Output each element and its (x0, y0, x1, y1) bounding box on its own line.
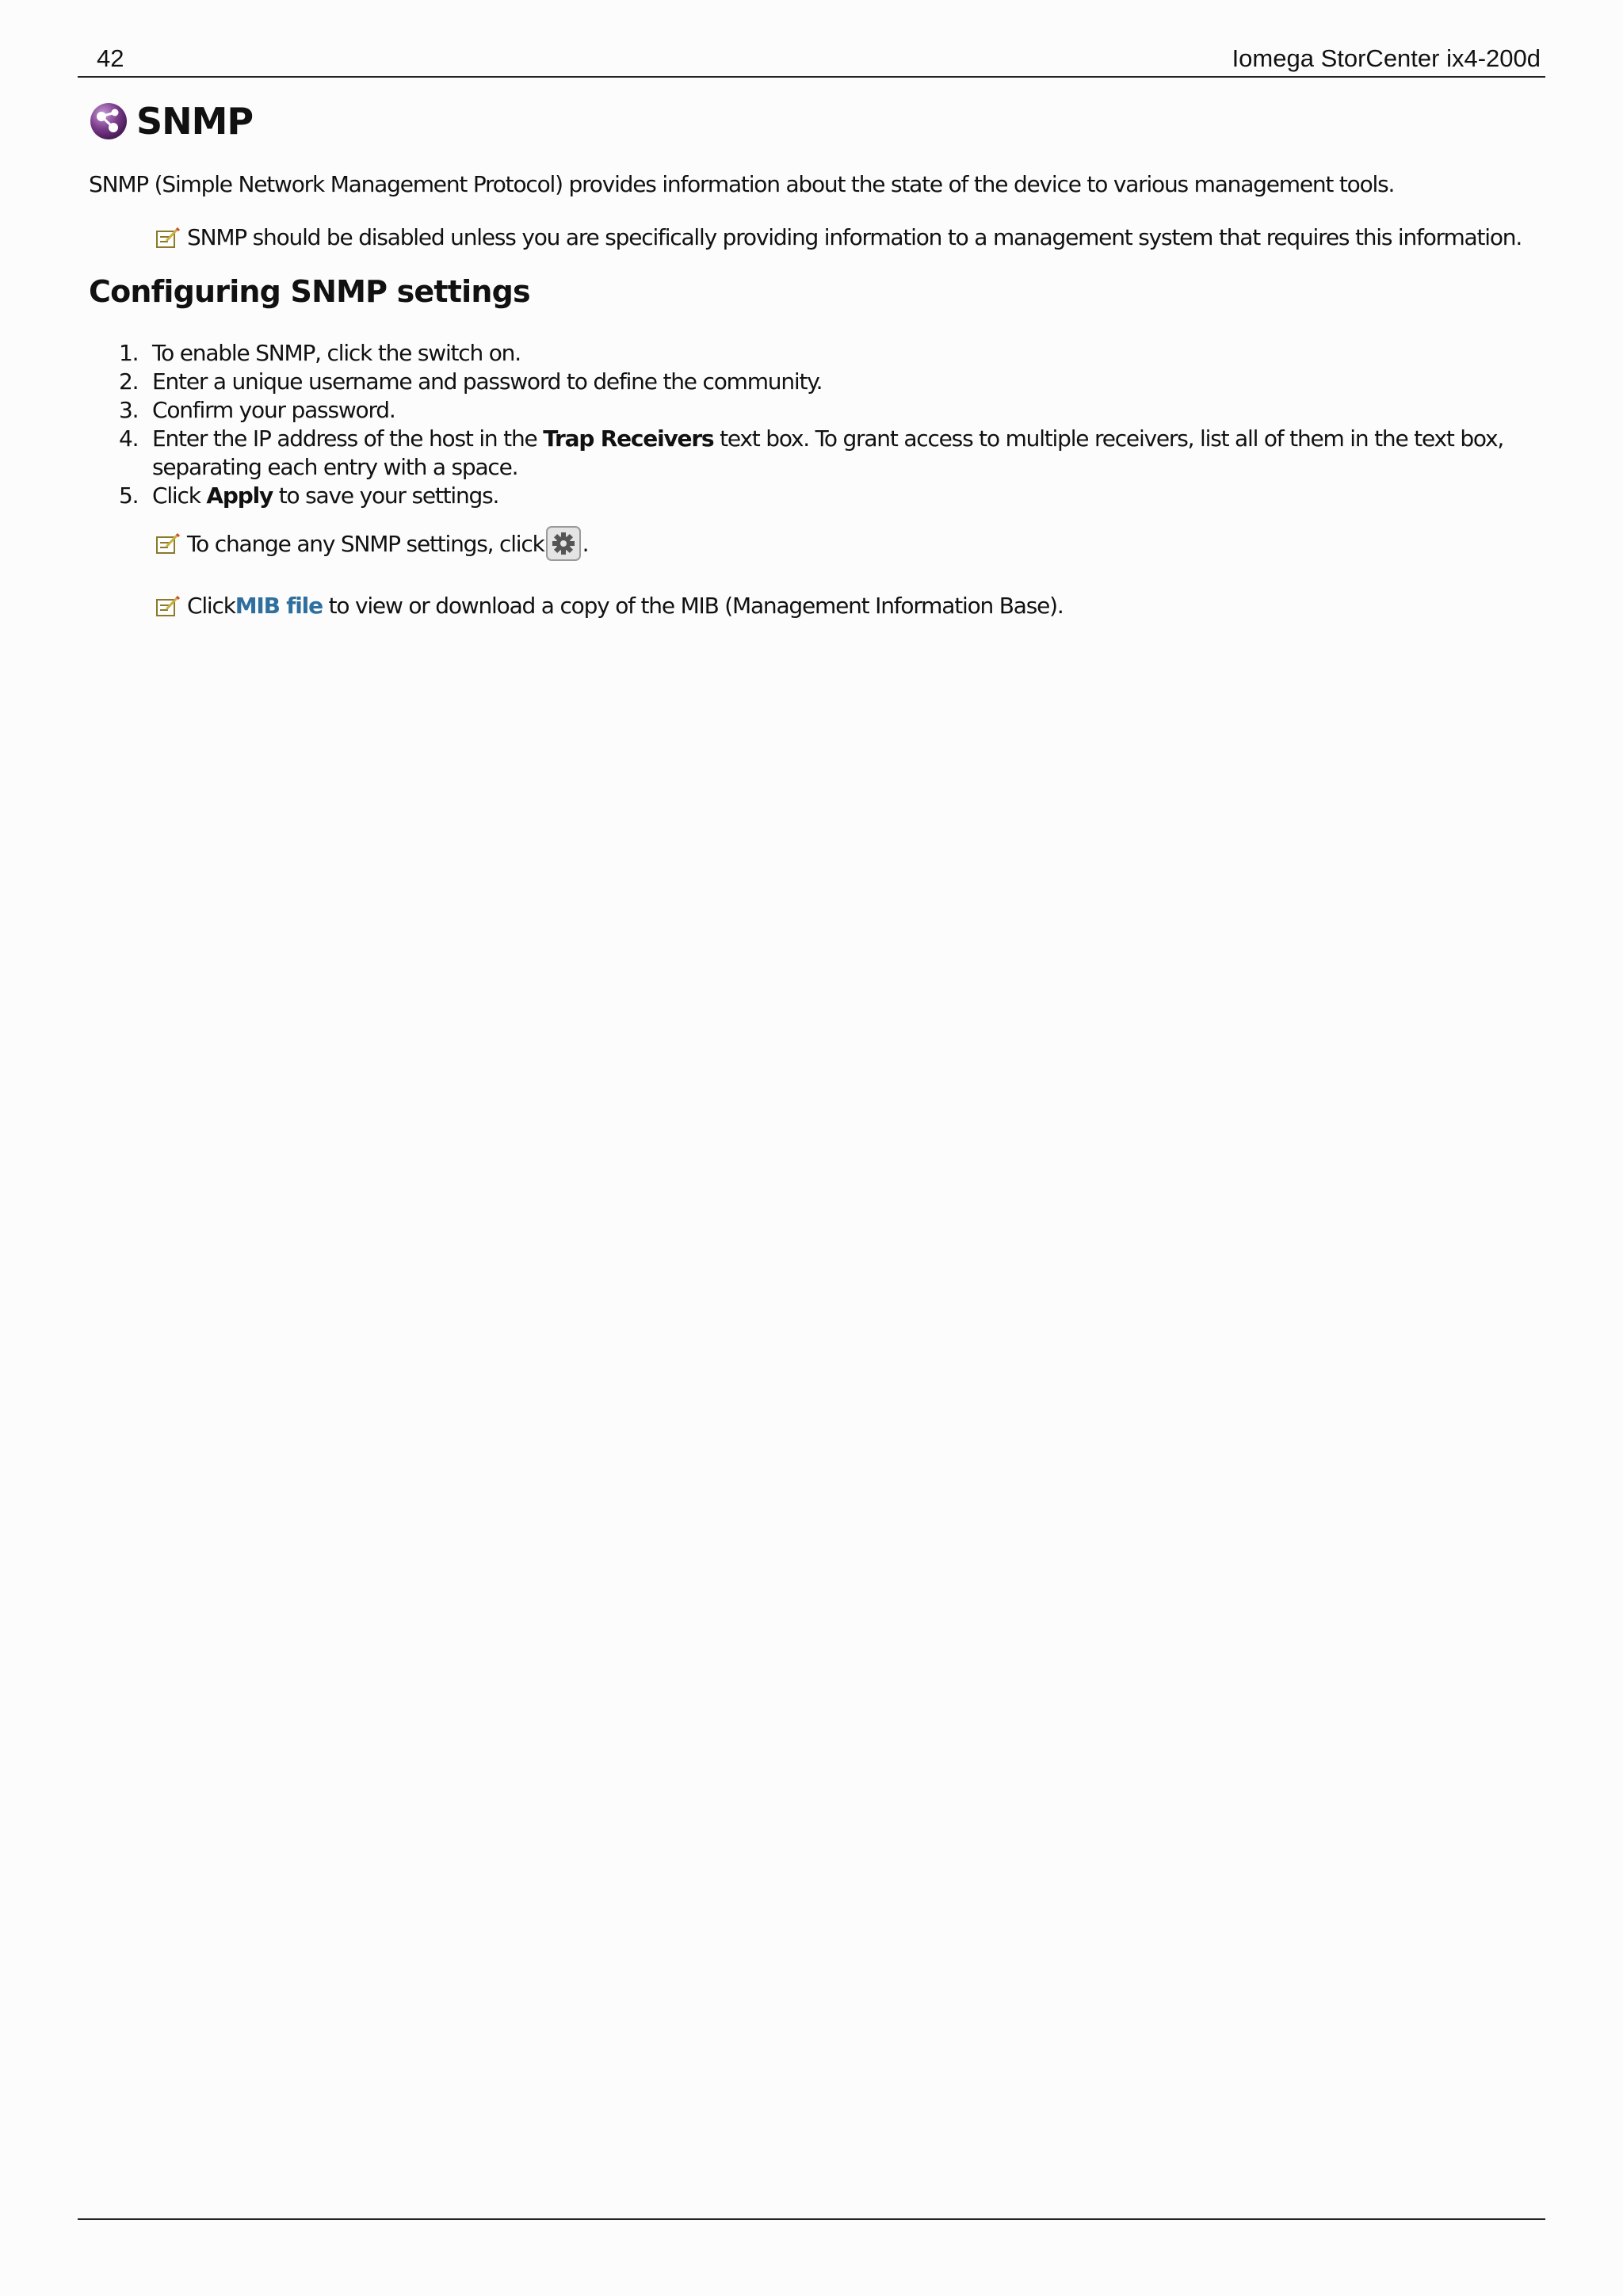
footer-divider (78, 2218, 1545, 2220)
step-text-pre: Enter the IP address of the host in the (152, 425, 544, 452)
gear-icon (546, 526, 581, 561)
step-text-bold: Trap Receivers (543, 425, 714, 452)
list-item (119, 368, 1537, 396)
note-text-post: . (582, 530, 589, 557)
intro-paragraph: SNMP (Simple Network Management Protocol) provides information about the state of the device to various management tools. (89, 171, 1395, 197)
list-item (119, 425, 1537, 482)
note-icon (155, 532, 181, 555)
note-text: SNMP should be disabled unless you are specifically providing information to a management system that requires this information. (187, 224, 1522, 250)
step-number: 5. (119, 482, 139, 509)
step-number: 3. (119, 397, 139, 423)
step-text-post: text box. To grant access to multiple receivers, list all of them in the text box, separating each entry with a space. (152, 425, 1504, 480)
snmp-icon (89, 101, 128, 141)
step-text: Confirm your password. (152, 397, 395, 423)
list-item (119, 339, 1537, 368)
note-text-pre: Click (187, 593, 235, 619)
mib-file-link[interactable]: MIB file (235, 593, 323, 619)
document-title: Iomega StorCenter ix4-200d (1232, 44, 1541, 72)
note-icon (155, 595, 181, 617)
step-number: 2. (119, 368, 139, 395)
step-text-pre: Click (152, 482, 207, 509)
note-text-pre: To change any SNMP settings, click (187, 530, 544, 557)
section-title: SNMP (136, 100, 254, 143)
note-snmp-disabled (155, 224, 1522, 250)
step-number: 4. (119, 425, 139, 452)
list-item (119, 396, 1537, 425)
subheading-configuring: Configuring SNMP settings (89, 274, 530, 309)
step-number: 1. (119, 340, 139, 366)
step-text-bold: Apply (206, 482, 273, 509)
steps-list (119, 339, 1537, 510)
step-text: Enter a unique username and password to define the community. (152, 368, 823, 395)
list-item (119, 482, 1537, 510)
step-text: To enable SNMP, click the switch on. (152, 340, 521, 366)
note-icon (155, 227, 181, 249)
note-text-post: to view or download a copy of the MIB (Management Information Base). (322, 593, 1064, 619)
page-number: 42 (97, 44, 124, 72)
note-mib-file (155, 593, 1064, 619)
page-header (78, 40, 1545, 78)
step-text-post: to save your settings. (273, 482, 499, 509)
note-change-settings (155, 526, 588, 561)
section-heading (89, 100, 253, 143)
